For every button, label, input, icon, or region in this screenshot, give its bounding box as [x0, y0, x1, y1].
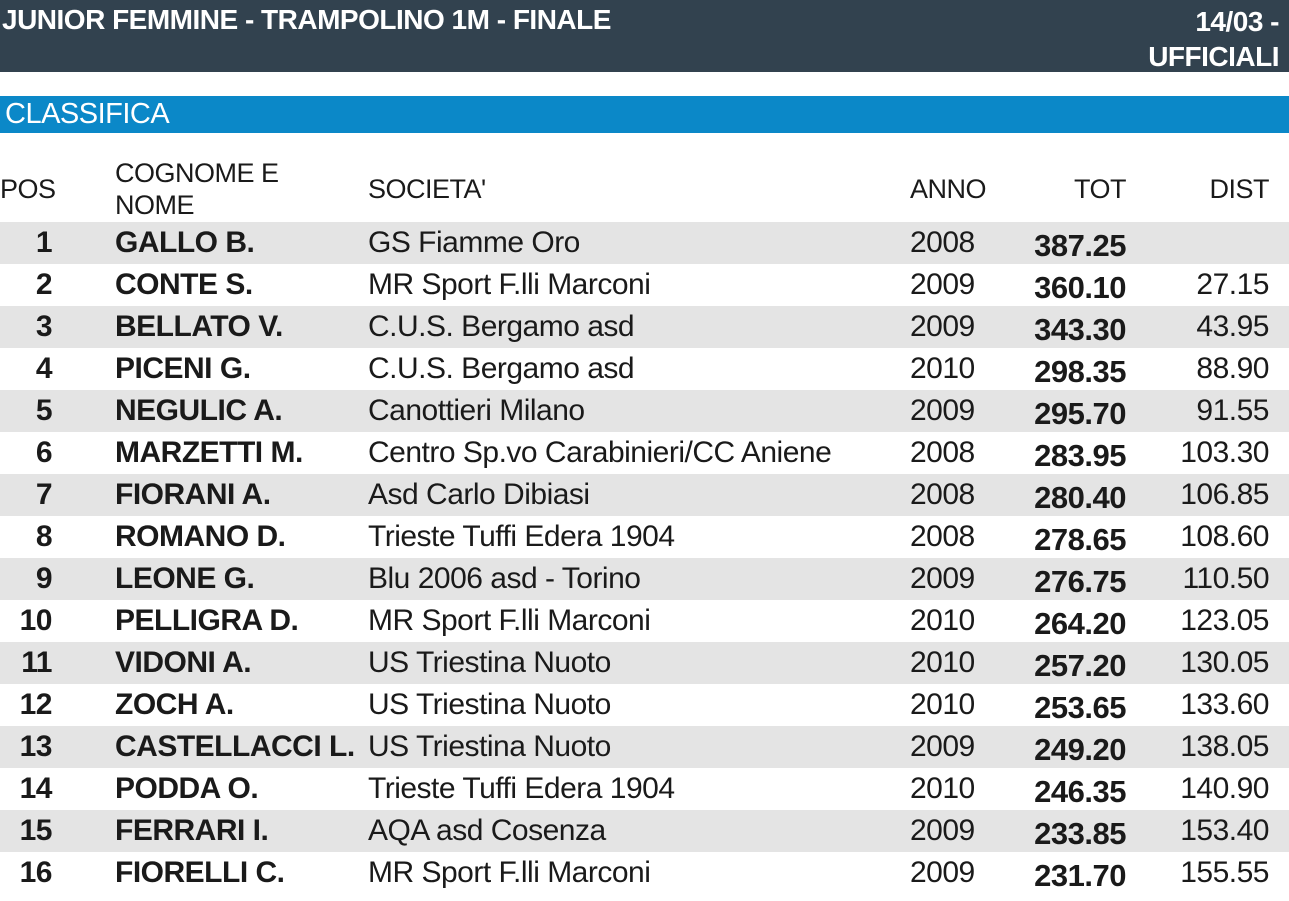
table-row	[0, 306, 1289, 348]
club-cell: US Triestina Nuoto	[368, 646, 611, 679]
results-status: UFFICIALI	[1148, 41, 1279, 72]
athlete-name-cell: MARZETTI M.	[115, 436, 303, 469]
birth-year-cell: 2010	[910, 772, 975, 805]
birth-year-cell: 2010	[910, 352, 975, 385]
total-score-cell: 233.85	[1034, 816, 1126, 851]
pos-cell: 11	[21, 646, 52, 679]
pos-cell: 4	[35, 352, 52, 385]
athlete-name-cell: GALLO B.	[115, 226, 255, 259]
table-row	[0, 390, 1289, 432]
birth-year-cell: 2008	[910, 478, 975, 511]
club-cell: MR Sport F.lli Marconi	[368, 268, 651, 301]
pos-cell: 2	[35, 268, 52, 301]
gap-cell: 153.40	[1180, 814, 1269, 847]
table-row	[0, 642, 1289, 684]
event-title: JUNIOR FEMMINE - TRAMPOLINO 1M - FINALE	[2, 4, 611, 35]
club-cell: US Triestina Nuoto	[368, 688, 611, 721]
athlete-name-cell: ROMANO D.	[115, 520, 286, 553]
total-score-cell: 343.30	[1034, 312, 1126, 347]
section-bar	[0, 96, 1289, 133]
total-score-cell: 231.70	[1034, 858, 1126, 893]
total-score-cell: 387.25	[1034, 228, 1126, 263]
table-row	[0, 768, 1289, 810]
club-cell: Trieste Tuffi Edera 1904	[368, 520, 675, 553]
pos-cell: 16	[19, 856, 52, 889]
total-score-cell: 278.65	[1034, 522, 1126, 557]
birth-year-cell: 2008	[910, 226, 975, 259]
event-header	[0, 0, 1289, 72]
column-header-pos: POS	[0, 174, 56, 204]
club-cell: Canottieri Milano	[368, 394, 585, 427]
birth-year-cell: 2009	[910, 856, 975, 889]
table-row	[0, 810, 1289, 852]
athlete-name-cell: ZOCH A.	[115, 688, 234, 721]
club-cell: Trieste Tuffi Edera 1904	[368, 772, 675, 805]
table-row	[0, 726, 1289, 768]
pos-cell: 5	[35, 394, 52, 427]
gap-cell: 91.55	[1196, 394, 1269, 427]
table-row	[0, 348, 1289, 390]
table-row	[0, 600, 1289, 642]
athlete-name-cell: BELLATO V.	[115, 310, 283, 343]
gap-cell	[1140, 222, 1269, 264]
gap-cell: 110.50	[1182, 562, 1269, 595]
pos-cell: 7	[35, 478, 52, 511]
table-row	[0, 432, 1289, 474]
column-header-name-line2: NOME	[115, 190, 194, 220]
athlete-name-cell: CASTELLACCI L.	[115, 730, 355, 763]
total-score-cell: 295.70	[1034, 396, 1126, 431]
athlete-name-cell: VIDONI A.	[115, 646, 252, 679]
gap-cell: 130.05	[1180, 646, 1269, 679]
club-cell: AQA asd Cosenza	[368, 814, 606, 847]
gap-cell: 155.55	[1180, 856, 1269, 889]
pos-cell: 10	[19, 604, 52, 637]
pos-cell: 6	[35, 436, 52, 469]
column-header-name	[115, 156, 279, 222]
table-row	[0, 558, 1289, 600]
birth-year-cell: 2008	[910, 436, 975, 469]
gap-cell: 138.05	[1180, 730, 1269, 763]
table-row	[0, 516, 1289, 558]
table-row	[0, 684, 1289, 726]
column-header-societa: SOCIETA'	[368, 174, 486, 204]
table-row	[0, 264, 1289, 306]
club-cell: MR Sport F.lli Marconi	[368, 604, 651, 637]
table-row	[0, 474, 1289, 516]
birth-year-cell: 2009	[910, 268, 975, 301]
athlete-name-cell: CONTE S.	[115, 268, 253, 301]
gap-cell: 27.15	[1196, 268, 1269, 301]
athlete-name-cell: FERRARI I.	[115, 814, 269, 847]
birth-year-cell: 2010	[910, 604, 975, 637]
club-cell: C.U.S. Bergamo asd	[368, 310, 635, 343]
column-header-tot: TOT	[1074, 174, 1126, 204]
club-cell: C.U.S. Bergamo asd	[368, 352, 635, 385]
gap-cell: 103.30	[1180, 436, 1269, 469]
event-status	[1079, 4, 1279, 74]
total-score-cell: 257.20	[1034, 648, 1126, 683]
total-score-cell: 246.35	[1034, 774, 1126, 809]
column-header-anno: ANNO	[910, 174, 987, 204]
pos-cell: 1	[35, 226, 52, 259]
gap-cell: 88.90	[1196, 352, 1269, 385]
total-score-cell: 264.20	[1034, 606, 1126, 641]
ranking-table	[0, 222, 1289, 894]
column-header-name-line1: COGNOME E	[115, 158, 279, 188]
athlete-name-cell: LEONE G.	[115, 562, 255, 595]
birth-year-cell: 2009	[910, 562, 975, 595]
total-score-cell: 298.35	[1034, 354, 1126, 389]
total-score-cell: 283.95	[1034, 438, 1126, 473]
table-row	[0, 852, 1289, 894]
birth-year-cell: 2010	[910, 646, 975, 679]
athlete-name-cell: NEGULIC A.	[115, 394, 283, 427]
club-cell: Asd Carlo Dibiasi	[368, 478, 590, 511]
table-row	[0, 222, 1289, 264]
pos-cell: 12	[19, 688, 52, 721]
athlete-name-cell: PICENI G.	[115, 352, 251, 385]
gap-cell: 106.85	[1180, 478, 1269, 511]
total-score-cell: 253.65	[1034, 690, 1126, 725]
gap-cell: 140.90	[1180, 772, 1269, 805]
club-cell: Blu 2006 asd - Torino	[368, 562, 641, 595]
birth-year-cell: 2008	[910, 520, 975, 553]
pos-cell: 9	[35, 562, 52, 595]
gap-cell: 108.60	[1180, 520, 1269, 553]
club-cell: US Triestina Nuoto	[368, 730, 611, 763]
club-cell: MR Sport F.lli Marconi	[368, 856, 651, 889]
section-title: CLASSIFICA	[5, 98, 170, 130]
athlete-name-cell: PELLIGRA D.	[115, 604, 299, 637]
total-score-cell: 360.10	[1034, 270, 1126, 305]
gap-cell: 123.05	[1180, 604, 1269, 637]
athlete-name-cell: PODDA O.	[115, 772, 259, 805]
total-score-cell: 276.75	[1034, 564, 1126, 599]
pos-cell: 3	[35, 310, 52, 343]
gap-cell: 43.95	[1196, 310, 1269, 343]
birth-year-cell: 2009	[910, 814, 975, 847]
pos-cell: 8	[35, 520, 52, 553]
birth-year-cell: 2010	[910, 688, 975, 721]
total-score-cell: 249.20	[1034, 732, 1126, 767]
birth-year-cell: 2009	[910, 730, 975, 763]
birth-year-cell: 2009	[910, 310, 975, 343]
birth-year-cell: 2009	[910, 394, 975, 427]
pos-cell: 13	[19, 730, 52, 763]
total-score-cell: 280.40	[1034, 480, 1126, 515]
club-cell: GS Fiamme Oro	[368, 226, 580, 259]
column-header-dist: DIST	[1209, 174, 1269, 204]
pos-cell: 14	[19, 772, 52, 805]
event-date: 14/03 -	[1195, 6, 1279, 37]
club-cell: Centro Sp.vo Carabinieri/CC Aniene	[368, 436, 832, 469]
athlete-name-cell: FIORANI A.	[115, 478, 271, 511]
pos-cell: 15	[19, 814, 52, 847]
athlete-name-cell: FIORELLI C.	[115, 856, 285, 889]
gap-cell: 133.60	[1180, 688, 1269, 721]
